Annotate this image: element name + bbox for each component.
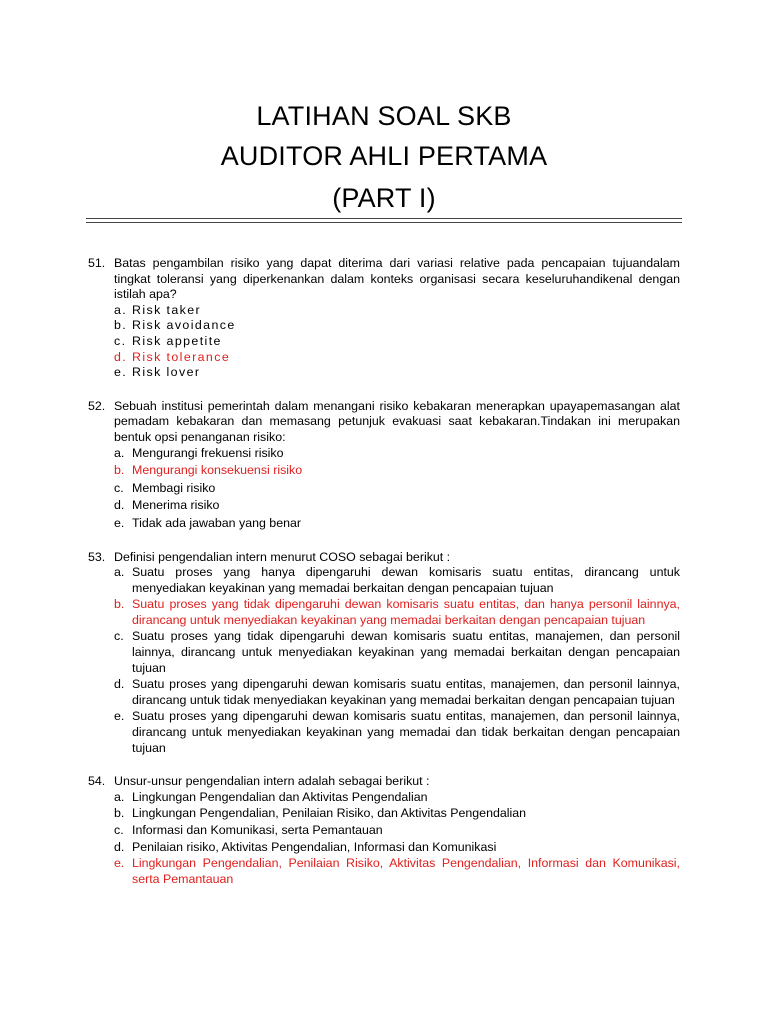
option-text: Risk lover	[132, 365, 201, 380]
option-letter: c.	[114, 480, 124, 495]
question-51	[88, 256, 680, 381]
option-e	[114, 709, 680, 756]
option-text: Menerima risiko	[132, 498, 220, 513]
title-line-3: (PART I)	[332, 183, 436, 213]
option-letter: c.	[114, 333, 127, 348]
option-letter: e.	[114, 856, 125, 871]
option-letter: c.	[114, 823, 124, 837]
option-letter: a.	[114, 565, 125, 580]
option-text: Suatu proses yang tidak dipengaruhi dewan komisaris suatu entitas, manajemen, dan personil lainnya, dirancang untuk menyediakan keyakinan yang memadai berkaitan dengan pencapaian tujuan	[132, 629, 680, 675]
option-letter: a.	[114, 445, 125, 460]
option-e	[114, 516, 680, 532]
option-text: Suatu proses yang tidak dipengaruhi dewan komisaris suatu entitas, dan hanya personil lainnya, dirancang untuk menyediakan keyakinan yang memadai berkaitan dengan pencapaian tujuan	[132, 597, 680, 627]
question-53	[88, 550, 680, 757]
option-a	[114, 303, 680, 319]
option-text: Risk tolerance	[132, 349, 231, 364]
question-text: Definisi pengendalian intern menurut COSO sebagai berikut :	[114, 549, 451, 564]
option-text: Penilaian risiko, Aktivitas Pengendalian, Informasi dan Komunikasi	[132, 839, 497, 854]
question-number: 51.	[88, 256, 106, 270]
title-line-2: AUDITOR AHLI PERTAMA	[220, 141, 548, 171]
title-line-1: LATIHAN SOAL SKB	[256, 101, 512, 131]
question-number: 53.	[88, 549, 106, 564]
option-c	[114, 629, 680, 676]
question-number: 52.	[88, 398, 106, 413]
option-text: Risk avoidance	[132, 318, 236, 333]
option-letter: b.	[114, 597, 125, 612]
option-text: Mengurangi konsekuensi risiko	[132, 463, 303, 478]
question-54	[88, 774, 680, 887]
option-letter: e.	[114, 365, 128, 380]
option-c	[114, 823, 680, 839]
option-letter: d.	[114, 839, 125, 854]
option-text: Informasi dan Komunikasi, serta Pemantauan	[132, 823, 383, 837]
option-d-correct	[114, 350, 680, 366]
option-b-correct	[114, 597, 680, 628]
option-d	[114, 498, 680, 514]
option-letter: b.	[114, 463, 125, 478]
option-b	[114, 318, 680, 334]
option-letter: e.	[114, 709, 125, 724]
option-b	[114, 806, 680, 822]
option-a	[114, 565, 680, 596]
option-letter: e.	[114, 515, 125, 530]
title-divider-top	[86, 218, 682, 219]
option-text: Lingkungan Pengendalian, Penilaian Risiko, Aktivitas Pengendalian, Informasi dan Komunikasi, serta Pemantauan	[132, 856, 680, 886]
option-letter: d.	[114, 677, 125, 692]
option-text: Suatu proses yang hanya dipengaruhi dewan komisaris suatu entitas, dirancang untuk menyediakan keyakinan yang memadai berkaitan dengan pencapaian tujuan	[132, 565, 680, 595]
option-letter: d.	[114, 349, 128, 364]
option-letter: a.	[114, 302, 128, 317]
option-text: Lingkungan Pengendalian dan Aktivitas Pengendalian	[132, 789, 428, 804]
option-text: Lingkungan Pengendalian, Penilaian Risiko, dan Aktivitas Pengendalian	[132, 806, 527, 821]
option-text: Suatu proses yang dipengaruhi dewan komisaris suatu entitas, manajemen, dan personil lainnya, dirancang untuk menyediakan keyakinan yang memadai dan tidak berkaitan dengan pencapaian tujuan	[132, 709, 680, 755]
option-list	[114, 446, 680, 532]
option-e	[114, 365, 680, 381]
option-letter: b.	[114, 806, 125, 821]
option-letter: c.	[114, 629, 124, 644]
option-text: Risk taker	[132, 302, 202, 317]
option-c	[114, 481, 680, 497]
option-text: Membagi risiko	[132, 480, 216, 495]
question-text: Batas pengambilan risiko yang dapat diterima dari variasi relative pada pencapaian tujuandalam tingkat toleransi yang diperkenankan dalam konteks organisasi secara keseluruhandikenal dengan istilah apa?	[114, 256, 680, 302]
question-text: Sebuah institusi pemerintah dalam menangani risiko kebakaran menerapkan upayapemasangan alat pemadam kebakaran dan memasang petunjuk evakuasi saat kebakaran.Tindakan ini merupakan bentuk opsi penanganan risiko:	[114, 398, 680, 444]
option-list	[114, 565, 680, 756]
question-list	[88, 256, 680, 905]
option-list	[114, 303, 680, 381]
question-number: 54.	[88, 774, 106, 789]
option-a	[114, 446, 680, 462]
option-c	[114, 334, 680, 350]
option-list	[114, 790, 680, 888]
option-letter: b.	[114, 318, 128, 333]
option-text: Suatu proses yang dipengaruhi dewan komisaris suatu entitas, manajemen, dan personil lainnya, dirancang untuk tidak menyediakan keyakinan yang memadai berkaitan dengan pencapaian tujuan	[132, 677, 680, 707]
option-d	[114, 840, 680, 856]
option-b-correct	[114, 463, 680, 479]
option-letter: d.	[114, 498, 125, 513]
option-e-correct	[114, 856, 680, 887]
option-a	[114, 790, 680, 806]
option-text: Tidak ada jawaban yang benar	[132, 515, 301, 530]
option-text: Risk appetite	[132, 333, 222, 348]
option-d	[114, 677, 680, 708]
option-letter: a.	[114, 789, 125, 804]
title-divider-bottom	[86, 222, 682, 223]
option-text: Mengurangi frekuensi risiko	[132, 445, 284, 460]
question-text: Unsur-unsur pengendalian intern adalah sebagai berikut :	[114, 774, 430, 789]
question-52	[88, 399, 680, 532]
